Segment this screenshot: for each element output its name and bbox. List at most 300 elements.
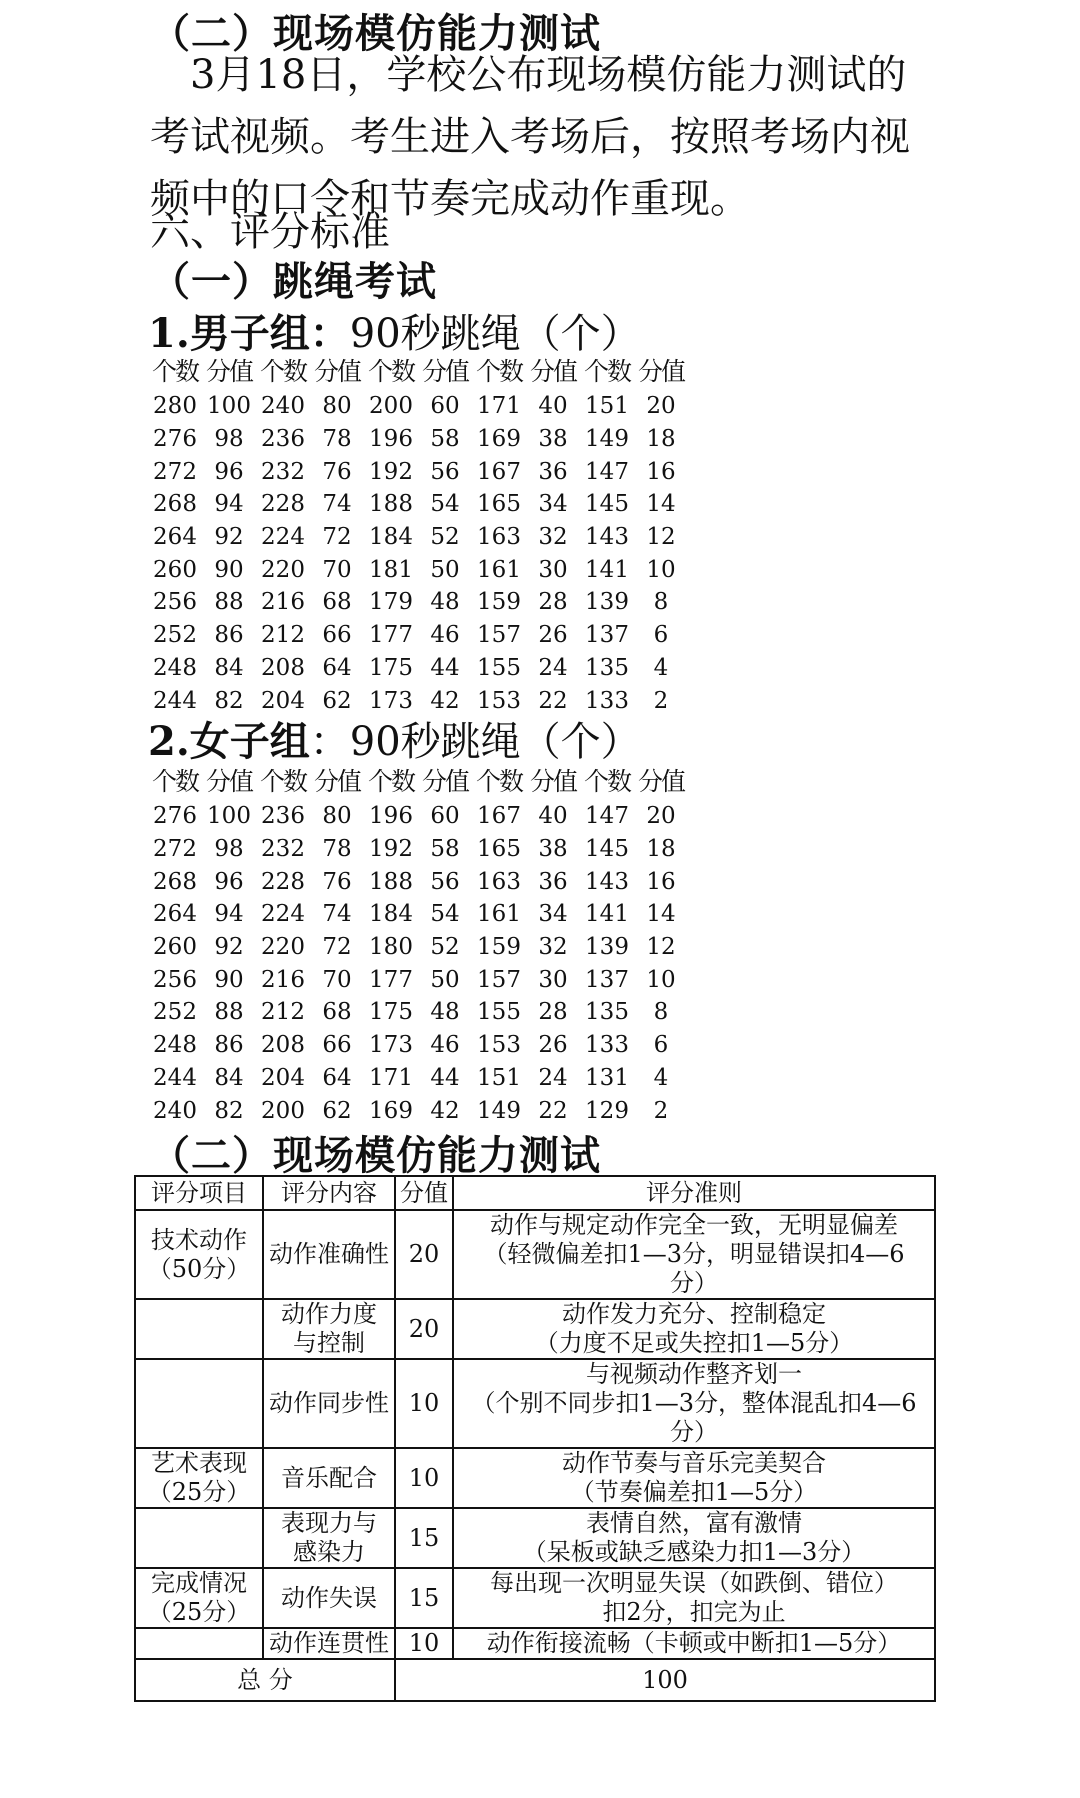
male-score-cell: 58 xyxy=(430,426,460,453)
male-score-cell: 161 xyxy=(477,556,521,583)
female-score-cell: 38 xyxy=(538,836,568,863)
male-score-cell: 157 xyxy=(477,622,521,649)
male-score-cell: 54 xyxy=(430,491,460,518)
male-score-cell: 252 xyxy=(153,622,197,649)
male-header-row xyxy=(148,350,688,390)
female-score-cell: 84 xyxy=(214,1064,244,1091)
female-score-cell: 48 xyxy=(430,999,460,1026)
male-score-cell: 84 xyxy=(214,654,244,681)
female-score-cell: 62 xyxy=(322,1097,352,1124)
female-score-cell: 72 xyxy=(322,934,352,961)
female-score-row xyxy=(148,833,688,866)
top-heading: （二）现场模仿能力测试 xyxy=(150,10,601,57)
rubric-criteria-cell: 动作节奏与音乐完美契合 （节奏偏差扣1—5分） xyxy=(453,1448,935,1508)
female-score-cell: 80 xyxy=(322,803,352,830)
female-header-cell: 个数 xyxy=(151,767,198,796)
female-score-cell: 167 xyxy=(477,803,521,830)
male-score-cell: 16 xyxy=(646,458,676,485)
rubric-category-cell xyxy=(135,1508,263,1568)
male-score-cell: 68 xyxy=(322,589,352,616)
male-score-row xyxy=(148,553,688,586)
rubric-score-cell: 15 xyxy=(395,1508,453,1568)
male-score-cell: 24 xyxy=(538,654,568,681)
male-score-cell: 100 xyxy=(207,393,251,420)
male-score-cell: 12 xyxy=(646,524,676,551)
male-score-cell: 276 xyxy=(153,426,197,453)
male-score-cell: 196 xyxy=(369,426,413,453)
intro-line-1: 3月18日，学校公布现场模仿能力测试的 xyxy=(190,52,907,98)
male-score-cell: 179 xyxy=(369,589,413,616)
female-header-cell: 分值 xyxy=(637,767,684,796)
female-score-cell: 145 xyxy=(585,836,629,863)
male-score-cell: 163 xyxy=(477,524,521,551)
male-score-cell: 248 xyxy=(153,654,197,681)
female-score-cell: 208 xyxy=(261,1032,305,1059)
female-score-cell: 74 xyxy=(322,901,352,928)
female-score-cell: 143 xyxy=(585,868,629,895)
female-score-cell: 137 xyxy=(585,966,629,993)
male-score-cell: 90 xyxy=(214,556,244,583)
female-header-cell: 分值 xyxy=(421,767,468,796)
female-score-cell: 94 xyxy=(214,901,244,928)
male-score-cell: 94 xyxy=(214,491,244,518)
female-score-cell: 92 xyxy=(214,934,244,961)
female-score-cell: 12 xyxy=(646,934,676,961)
female-score-cell: 76 xyxy=(322,868,352,895)
female-score-cell: 36 xyxy=(538,868,568,895)
rubric-table xyxy=(134,1175,936,1702)
rubric-score-cell: 20 xyxy=(395,1299,453,1359)
female-score-cell: 177 xyxy=(369,966,413,993)
male-score-row xyxy=(148,652,688,685)
male-score-cell: 212 xyxy=(261,622,305,649)
rubric-category-cell: 完成情况 （25分） xyxy=(135,1568,263,1628)
male-score-cell: 167 xyxy=(477,458,521,485)
male-score-cell: 62 xyxy=(322,687,352,714)
male-score-cell: 30 xyxy=(538,556,568,583)
female-score-row xyxy=(148,898,688,931)
male-header-cell: 分值 xyxy=(421,357,468,386)
rubric-row xyxy=(135,1359,935,1448)
female-score-cell: 175 xyxy=(369,999,413,1026)
male-score-cell: 98 xyxy=(214,426,244,453)
rubric-criteria-cell: 每出现一次明显失误（如跌倒、错位） 扣2分，扣完为止 xyxy=(453,1568,935,1628)
female-score-cell: 82 xyxy=(214,1097,244,1124)
female-score-cell: 28 xyxy=(538,999,568,1026)
rubric-content-cell: 动作同步性 xyxy=(263,1359,395,1448)
male-score-cell: 92 xyxy=(214,524,244,551)
rubric-category-cell xyxy=(135,1359,263,1448)
rubric-row xyxy=(135,1628,935,1659)
male-score-cell: 188 xyxy=(369,491,413,518)
female-score-cell: 268 xyxy=(153,868,197,895)
female-score-cell: 96 xyxy=(214,868,244,895)
female-score-row xyxy=(148,963,688,996)
rubric-header-cell: 评分项目 xyxy=(135,1176,263,1210)
male-score-cell: 228 xyxy=(261,491,305,518)
rubric-category-cell xyxy=(135,1628,263,1659)
male-score-cell: 52 xyxy=(430,524,460,551)
female-score-cell: 244 xyxy=(153,1064,197,1091)
male-header-cell: 分值 xyxy=(205,357,252,386)
female-score-cell: 196 xyxy=(369,803,413,830)
female-score-cell: 272 xyxy=(153,836,197,863)
female-score-cell: 64 xyxy=(322,1064,352,1091)
female-score-cell: 240 xyxy=(153,1097,197,1124)
female-score-cell: 220 xyxy=(261,934,305,961)
male-score-row xyxy=(148,586,688,619)
female-score-cell: 260 xyxy=(153,934,197,961)
female-score-cell: 24 xyxy=(538,1064,568,1091)
male-score-cell: 153 xyxy=(477,687,521,714)
rubric-category-cell: 艺术表现 （25分） xyxy=(135,1448,263,1508)
female-score-cell: 100 xyxy=(207,803,251,830)
female-score-cell: 236 xyxy=(261,803,305,830)
male-score-cell: 272 xyxy=(153,458,197,485)
male-score-cell: 36 xyxy=(538,458,568,485)
male-score-row xyxy=(148,390,688,423)
male-score-cell: 155 xyxy=(477,654,521,681)
male-score-cell: 232 xyxy=(261,458,305,485)
male-score-cell: 147 xyxy=(585,458,629,485)
female-score-cell: 90 xyxy=(214,966,244,993)
subsection-2-title: （二）现场模仿能力测试 xyxy=(150,1132,601,1179)
female-score-cell: 163 xyxy=(477,868,521,895)
male-score-cell: 204 xyxy=(261,687,305,714)
male-score-cell: 44 xyxy=(430,654,460,681)
male-score-cell: 86 xyxy=(214,622,244,649)
male-score-cell: 145 xyxy=(585,491,629,518)
female-score-cell: 188 xyxy=(369,868,413,895)
rubric-category-cell: 技术动作 （50分） xyxy=(135,1210,263,1299)
female-score-cell: 34 xyxy=(538,901,568,928)
male-score-row xyxy=(148,488,688,521)
rubric-criteria-cell: 表情自然，富有激情 （呆板或缺乏感染力扣1—3分） xyxy=(453,1508,935,1568)
female-score-cell: 46 xyxy=(430,1032,460,1059)
rubric-content-cell: 动作准确性 xyxy=(263,1210,395,1299)
male-score-cell: 169 xyxy=(477,426,521,453)
female-header-cell: 分值 xyxy=(205,767,252,796)
female-score-cell: 70 xyxy=(322,966,352,993)
female-score-cell: 135 xyxy=(585,999,629,1026)
rubric-score-cell: 10 xyxy=(395,1359,453,1448)
female-score-table xyxy=(148,760,688,1127)
male-score-cell: 139 xyxy=(585,589,629,616)
male-score-cell: 76 xyxy=(322,458,352,485)
male-score-cell: 175 xyxy=(369,654,413,681)
female-score-cell: 60 xyxy=(430,803,460,830)
female-score-cell: 14 xyxy=(646,901,676,928)
male-score-cell: 244 xyxy=(153,687,197,714)
female-score-cell: 149 xyxy=(477,1097,521,1124)
male-score-cell: 88 xyxy=(214,589,244,616)
female-score-cell: 224 xyxy=(261,901,305,928)
female-score-cell: 2 xyxy=(653,1097,669,1124)
male-score-row xyxy=(148,521,688,554)
female-header-cell: 个数 xyxy=(367,767,414,796)
male-score-cell: 2 xyxy=(653,687,669,714)
male-header-cell: 个数 xyxy=(259,357,306,386)
total-value: 100 xyxy=(395,1659,935,1701)
female-score-cell: 26 xyxy=(538,1032,568,1059)
female-score-cell: 173 xyxy=(369,1032,413,1059)
female-score-cell: 180 xyxy=(369,934,413,961)
female-header-cell: 分值 xyxy=(529,767,576,796)
female-score-cell: 200 xyxy=(261,1097,305,1124)
rubric-category-cell xyxy=(135,1299,263,1359)
male-score-cell: 32 xyxy=(538,524,568,551)
rubric-row xyxy=(135,1448,935,1508)
female-score-cell: 86 xyxy=(214,1032,244,1059)
male-score-cell: 96 xyxy=(214,458,244,485)
female-score-cell: 131 xyxy=(585,1064,629,1091)
female-group-title xyxy=(148,710,641,767)
female-header-cell: 分值 xyxy=(313,767,360,796)
female-header-cell: 个数 xyxy=(475,767,522,796)
female-score-cell: 232 xyxy=(261,836,305,863)
female-score-cell: 153 xyxy=(477,1032,521,1059)
male-score-cell: 216 xyxy=(261,589,305,616)
female-score-cell: 42 xyxy=(430,1097,460,1124)
female-score-cell: 8 xyxy=(653,999,669,1026)
female-score-cell: 159 xyxy=(477,934,521,961)
male-score-cell: 177 xyxy=(369,622,413,649)
total-label: 总 分 xyxy=(135,1659,395,1701)
rubric-header-cell: 分值 xyxy=(395,1176,453,1210)
female-header-cell: 个数 xyxy=(259,767,306,796)
female-score-cell: 129 xyxy=(585,1097,629,1124)
female-score-cell: 10 xyxy=(646,966,676,993)
male-score-cell: 264 xyxy=(153,524,197,551)
male-score-cell: 220 xyxy=(261,556,305,583)
male-score-table xyxy=(148,350,688,717)
female-score-cell: 256 xyxy=(153,966,197,993)
female-score-cell: 56 xyxy=(430,868,460,895)
male-score-cell: 74 xyxy=(322,491,352,518)
female-score-cell: 78 xyxy=(322,836,352,863)
female-score-cell: 32 xyxy=(538,934,568,961)
rubric-content-cell: 动作失误 xyxy=(263,1568,395,1628)
female-score-cell: 98 xyxy=(214,836,244,863)
male-score-cell: 240 xyxy=(261,393,305,420)
male-score-row xyxy=(148,423,688,456)
male-group-subtitle: 90秒跳绳（个） xyxy=(349,311,641,357)
female-score-cell: 151 xyxy=(477,1064,521,1091)
rubric-score-cell: 10 xyxy=(395,1628,453,1659)
male-score-cell: 4 xyxy=(653,654,669,681)
male-score-cell: 135 xyxy=(585,654,629,681)
male-score-cell: 173 xyxy=(369,687,413,714)
female-score-row xyxy=(148,800,688,833)
female-score-cell: 165 xyxy=(477,836,521,863)
male-score-cell: 72 xyxy=(322,524,352,551)
female-score-cell: 141 xyxy=(585,901,629,928)
male-score-cell: 192 xyxy=(369,458,413,485)
female-score-cell: 264 xyxy=(153,901,197,928)
female-score-cell: 30 xyxy=(538,966,568,993)
male-score-cell: 26 xyxy=(538,622,568,649)
rubric-row xyxy=(135,1299,935,1359)
male-score-cell: 80 xyxy=(322,393,352,420)
female-score-cell: 52 xyxy=(430,934,460,961)
male-score-cell: 38 xyxy=(538,426,568,453)
male-score-row xyxy=(148,619,688,652)
male-score-cell: 236 xyxy=(261,426,305,453)
male-score-cell: 70 xyxy=(322,556,352,583)
male-score-cell: 137 xyxy=(585,622,629,649)
rubric-header-cell: 评分内容 xyxy=(263,1176,395,1210)
male-score-cell: 64 xyxy=(322,654,352,681)
male-score-cell: 268 xyxy=(153,491,197,518)
female-score-cell: 192 xyxy=(369,836,413,863)
male-score-cell: 141 xyxy=(585,556,629,583)
male-score-cell: 50 xyxy=(430,556,460,583)
male-score-cell: 22 xyxy=(538,687,568,714)
rubric-criteria-cell: 动作衔接流畅（卡顿或中断扣1—5分） xyxy=(453,1628,935,1659)
female-score-cell: 18 xyxy=(646,836,676,863)
rubric-score-cell: 10 xyxy=(395,1448,453,1508)
male-table-body xyxy=(148,390,688,717)
male-score-cell: 8 xyxy=(653,589,669,616)
female-score-cell: 68 xyxy=(322,999,352,1026)
female-score-cell: 139 xyxy=(585,934,629,961)
female-score-cell: 6 xyxy=(653,1032,669,1059)
female-score-cell: 169 xyxy=(369,1097,413,1124)
rubric-score-cell: 15 xyxy=(395,1568,453,1628)
rubric-criteria-cell: 与视频动作整齐划一 （个别不同步扣1—3分，整体混乱扣4—6 分） xyxy=(453,1359,935,1448)
male-score-cell: 171 xyxy=(477,393,521,420)
female-score-cell: 147 xyxy=(585,803,629,830)
female-header-cell: 个数 xyxy=(583,767,630,796)
male-score-cell: 133 xyxy=(585,687,629,714)
female-score-row xyxy=(148,996,688,1029)
female-score-cell: 16 xyxy=(646,868,676,895)
female-score-cell: 22 xyxy=(538,1097,568,1124)
female-score-cell: 171 xyxy=(369,1064,413,1091)
female-score-cell: 4 xyxy=(653,1064,669,1091)
male-score-cell: 66 xyxy=(322,622,352,649)
female-score-cell: 157 xyxy=(477,966,521,993)
male-score-cell: 280 xyxy=(153,393,197,420)
male-score-cell: 151 xyxy=(585,393,629,420)
female-group-label: 2.女子组 xyxy=(148,718,310,765)
male-score-cell: 78 xyxy=(322,426,352,453)
male-score-cell: 260 xyxy=(153,556,197,583)
male-group-label: 1.男子组： xyxy=(148,310,350,357)
female-score-row xyxy=(148,865,688,898)
rubric-table-body xyxy=(135,1210,935,1659)
female-score-row xyxy=(148,1094,688,1127)
female-score-cell: 204 xyxy=(261,1064,305,1091)
subsection-1-title: （一）跳绳考试 xyxy=(150,258,437,305)
female-score-cell: 252 xyxy=(153,999,197,1026)
female-score-cell: 184 xyxy=(369,901,413,928)
male-score-cell: 42 xyxy=(430,687,460,714)
male-header-cell: 个数 xyxy=(151,357,198,386)
rubric-row xyxy=(135,1508,935,1568)
male-score-cell: 28 xyxy=(538,589,568,616)
female-score-cell: 161 xyxy=(477,901,521,928)
male-score-cell: 159 xyxy=(477,589,521,616)
female-score-cell: 88 xyxy=(214,999,244,1026)
rubric-content-cell: 动作连贯性 xyxy=(263,1628,395,1659)
male-header-cell: 个数 xyxy=(367,357,414,386)
male-score-cell: 20 xyxy=(646,393,676,420)
male-score-cell: 34 xyxy=(538,491,568,518)
rubric-content-cell: 音乐配合 xyxy=(263,1448,395,1508)
rubric-criteria-cell: 动作发力充分、控制稳定 （力度不足或失控扣1—5分） xyxy=(453,1299,935,1359)
female-score-row xyxy=(148,1062,688,1095)
female-group-subtitle: ：90秒跳绳（个） xyxy=(309,719,641,765)
intro-line-3: 频中的口令和节奏完成动作重现。 xyxy=(150,176,750,222)
rubric-row xyxy=(135,1568,935,1628)
male-header-cell: 分值 xyxy=(313,357,360,386)
female-table-body xyxy=(148,800,688,1127)
rubric-header-row xyxy=(135,1176,935,1210)
male-score-cell: 60 xyxy=(430,393,460,420)
male-score-cell: 143 xyxy=(585,524,629,551)
female-score-cell: 155 xyxy=(477,999,521,1026)
rubric-score-cell: 20 xyxy=(395,1210,453,1299)
male-score-cell: 6 xyxy=(653,622,669,649)
male-score-cell: 165 xyxy=(477,491,521,518)
male-score-cell: 48 xyxy=(430,589,460,616)
female-score-cell: 212 xyxy=(261,999,305,1026)
male-score-cell: 18 xyxy=(646,426,676,453)
rubric-row xyxy=(135,1210,935,1299)
rubric-criteria-cell: 动作与规定动作完全一致，无明显偏差 （轻微偏差扣1—3分，明显错误扣4—6 分） xyxy=(453,1210,935,1299)
male-score-cell: 10 xyxy=(646,556,676,583)
intro-line-2: 考试视频。考生进入考场后，按照考场内视 xyxy=(150,114,910,160)
female-score-cell: 50 xyxy=(430,966,460,993)
rubric-content-cell: 动作力度 与控制 xyxy=(263,1299,395,1359)
rubric-total-row xyxy=(135,1659,935,1701)
male-header-cell: 分值 xyxy=(529,357,576,386)
female-score-cell: 133 xyxy=(585,1032,629,1059)
female-score-cell: 58 xyxy=(430,836,460,863)
male-score-cell: 46 xyxy=(430,622,460,649)
rubric-content-cell: 表现力与 感染力 xyxy=(263,1508,395,1568)
female-score-row xyxy=(148,1029,688,1062)
female-score-row xyxy=(148,931,688,964)
male-score-cell: 200 xyxy=(369,393,413,420)
female-score-cell: 276 xyxy=(153,803,197,830)
male-score-cell: 56 xyxy=(430,458,460,485)
female-score-cell: 228 xyxy=(261,868,305,895)
female-score-cell: 66 xyxy=(322,1032,352,1059)
female-header-row xyxy=(148,760,688,800)
male-score-cell: 181 xyxy=(369,556,413,583)
male-header-cell: 个数 xyxy=(583,357,630,386)
male-header-cell: 个数 xyxy=(475,357,522,386)
male-score-row xyxy=(148,455,688,488)
section-6-title: 六、评分标准 xyxy=(150,209,390,255)
male-header-cell: 分值 xyxy=(637,357,684,386)
female-score-cell: 40 xyxy=(538,803,568,830)
male-score-cell: 256 xyxy=(153,589,197,616)
male-score-cell: 208 xyxy=(261,654,305,681)
male-score-cell: 40 xyxy=(538,393,568,420)
female-score-cell: 20 xyxy=(646,803,676,830)
male-score-cell: 149 xyxy=(585,426,629,453)
male-score-cell: 14 xyxy=(646,491,676,518)
female-score-cell: 44 xyxy=(430,1064,460,1091)
female-score-cell: 216 xyxy=(261,966,305,993)
male-score-cell: 82 xyxy=(214,687,244,714)
male-score-cell: 224 xyxy=(261,524,305,551)
female-score-cell: 248 xyxy=(153,1032,197,1059)
female-score-cell: 54 xyxy=(430,901,460,928)
